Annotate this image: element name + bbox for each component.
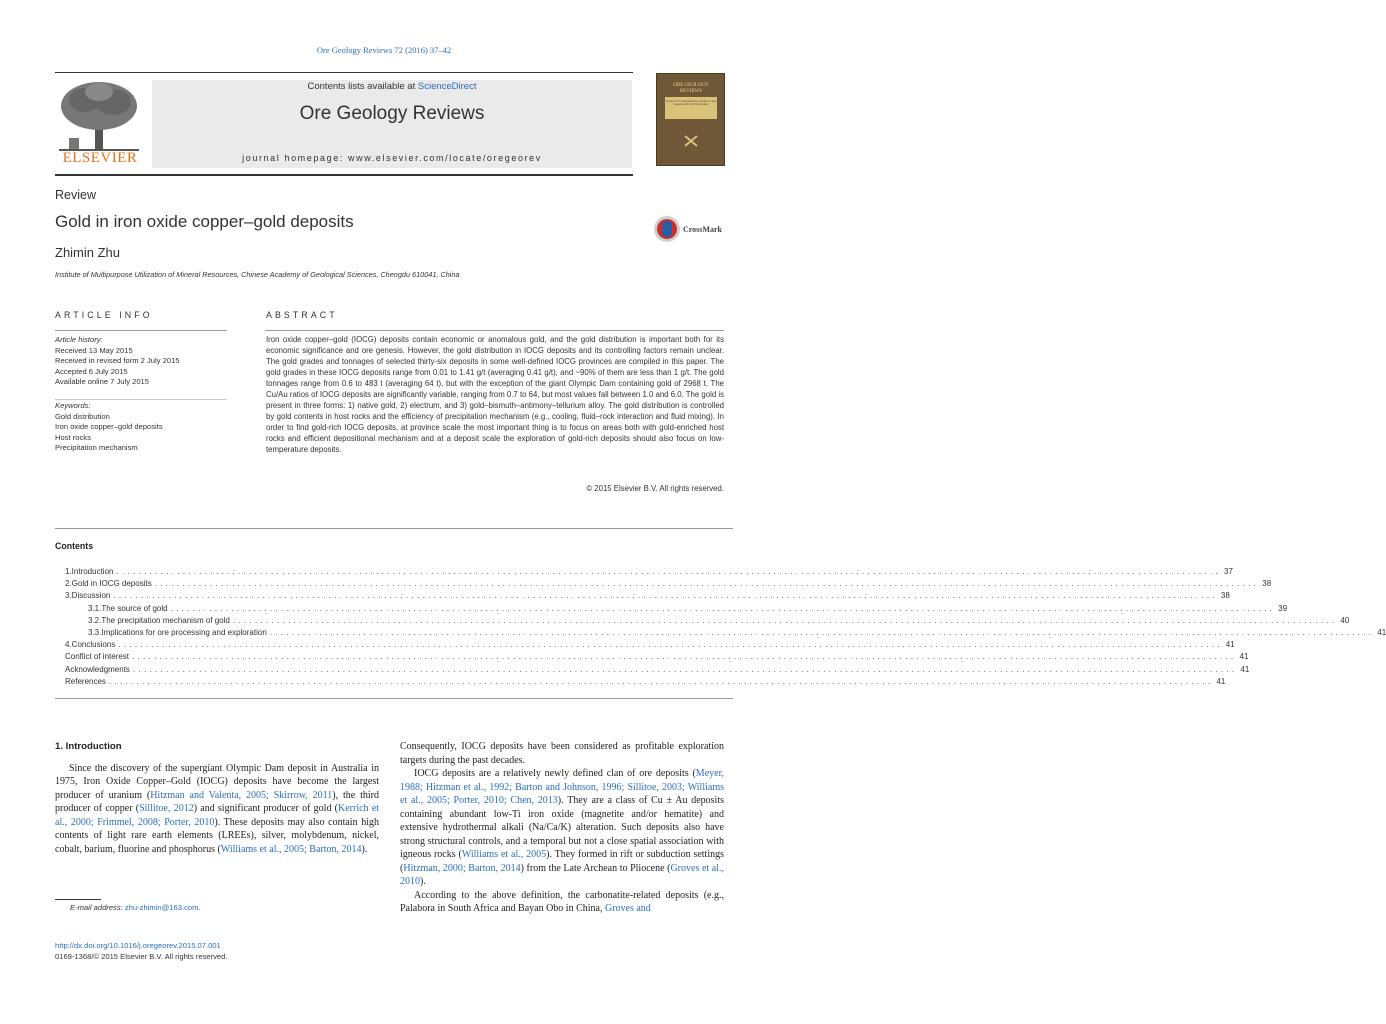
toc-label: Conclusions — [71, 640, 116, 650]
reference-link[interactable]: Meyer, 1988; Hitzman et al., 1992; Barton and Johnson, 1996; Sillitoe, 2003; Williams et al., 2005; Porter, 2010; Chen, 2013 — [400, 768, 724, 806]
elsevier-wordmark: ELSEVIER — [62, 150, 138, 166]
toc-leader: ........................................................................................................................................................................................................ — [154, 579, 1260, 589]
article-info-heading: ARTICLE INFO — [55, 310, 153, 320]
crossmark-label: CrossMark — [683, 225, 722, 234]
article-history — [55, 335, 235, 388]
contents-bottom-rule — [55, 698, 733, 699]
contents-top-rule — [55, 528, 733, 529]
reference-link[interactable]: Sillitoe, 2012 — [139, 803, 194, 814]
toc-label: Acknowledgments — [65, 664, 130, 674]
toc-leader: ........................................................................................................................................................................................................ — [232, 615, 1338, 625]
toc-number: 3. — [65, 591, 72, 601]
cover-subtitle: Journal for Comprehensive Studies of Ore Genesis and Ore Exploration — [665, 97, 717, 119]
toc-leader: ........................................................................................................................................................................................................ — [269, 628, 1375, 637]
toc-leader: ........................................................................................................................................................................................................ — [113, 591, 1218, 601]
doi-link[interactable]: http://dx.doi.org/10.1016/j.oregeorev.2015.07.001 — [55, 941, 221, 950]
cover-title: ORE GEOLOGY REVIEWS — [673, 83, 709, 94]
toc-leader: ........................................................................................................................................................................................................ — [132, 652, 1237, 662]
info-rule — [55, 330, 227, 331]
toc-page: 41 — [1225, 640, 1235, 650]
abstract-rule — [265, 330, 724, 331]
reference-link[interactable]: Hitzman, 2000; Barton, 2014 — [403, 862, 521, 874]
reference-link[interactable]: Williams et al., 2005 — [461, 849, 547, 860]
history-label: Article history: — [55, 335, 103, 344]
history-received: Received 13 May 2015 — [55, 345, 133, 355]
toc-label: The source of gold — [101, 603, 168, 613]
toc-page: 38 — [1220, 591, 1230, 601]
crossmark-button[interactable] — [653, 215, 728, 245]
keyword: Gold distribution — [55, 411, 110, 421]
history-online: Available online 7 July 2015 — [55, 377, 150, 386]
contents-heading: Contents — [55, 541, 94, 551]
author-affiliation: Institute of Multipurpose Utilization of Mineral Resources, Chinese Academy of Geological Sciences, Chengdu 610041, China — [55, 270, 460, 279]
footnote-rule — [55, 899, 101, 900]
toc-entry[interactable] — [55, 640, 1235, 652]
intro-paragraph-1: Since the discovery of the supergiant Olympic Dam deposit in Australia in 1975, Iron Oxide Copper–Gold (IOCG) deposits have become the largest producer of uranium (Hitzman and Valenta, 2005; Skirrow, 2011), the third producer of copper (Sillitoe, 2012) and significant producer of gold (Kerrich et al., 2000; Frimmel, 2008; Porter, 2010). These deposits may also contain high contents of light rare earth elements (LREEs), silver, molybdenum, nickel, cobalt, barium, fluorine and phosphorus (Williams et al., 2005; Barton, 2014). — [55, 762, 379, 855]
crossmark-icon — [653, 215, 681, 243]
toc-label: Implications for ore processing and exploration — [101, 628, 267, 637]
author-email-link[interactable]: zhu-zhimin@163.com. — [124, 903, 201, 912]
toc-label: Introduction — [71, 567, 114, 576]
toc-entry[interactable] — [55, 567, 1233, 579]
sciencedirect-link[interactable]: ScienceDirect — [417, 81, 477, 92]
journal-homepage[interactable]: journal homepage: www.elsevier.com/locate/oregeorev — [242, 153, 542, 163]
keyword: Iron oxide copper–gold deposits — [55, 422, 163, 431]
article-footer — [55, 940, 227, 962]
article-type: Review — [55, 188, 96, 202]
header-top-rule — [55, 72, 633, 73]
toc-label: Gold in IOCG deposits — [71, 579, 152, 589]
toc-label: Discussion — [71, 591, 111, 601]
toc-page: 38 — [1262, 579, 1272, 589]
reference-link[interactable]: Kerrich et al., 2000; Frimmel, 2008; Porter, 2010 — [55, 803, 379, 828]
toc-leader: ........................................................................................................................................................................................................ — [170, 603, 1276, 613]
abstract-copyright: © 2015 Elsevier B.V. All rights reserved. — [586, 484, 724, 493]
reference-link[interactable]: Williams et al., 2005; Barton, 2014 — [220, 843, 362, 855]
toc-label: References — [65, 676, 106, 686]
keywords-label: Keywords: — [55, 401, 91, 410]
toc-entry[interactable] — [55, 591, 1230, 603]
toc-label: The precipitation mechanism of gold — [101, 615, 230, 625]
abstract-text: Iron oxide copper–gold (IOCG) deposits contain economic or anomalous gold, and the gold distribution is important both for its economic significance and ore genesis. However, the gold distribution in IOCG deposits and its controlling factors remain unclear. The gold grades and tonnages of selected thirty-six deposits in some well-defined IOCG provinces are compiled in this paper. The gold grades in these IOCG deposits range from 0.01 to 1.41 g/t (averaging 0.41 g/t), and ~90% of them are less than 1 g/t. The gold tonnages range from 0.6 to 483 t (averaging 64 t), but with the exception of the giant Olympic Dam containing gold of 2968 t. The Cu/Au ratios of IOCG deposits are significantly variable, ranging from 0.7 to 64, but most values fall between 1.0 and 6.0. The gold is present in three forms: 1) native gold, 2) electrum, and 3) gold–bismuth–antimony–tellurium alloy. The gold distribution is controlled by gold contents in host rocks and the efficiency of precipitation mechanism (e.g., cooling, fluid–rock interaction and fluid mixing). In order to find gold-rich IOCG deposits, at province scale the most important thing is to focus on areas both with gold-enriched host rocks and efficient depositional mechanism and at a deposit scale the exploration of gold-rich deposits should also focus on low-temperature deposits. — [266, 335, 724, 454]
article-author[interactable]: Zhimin Zhu — [55, 245, 121, 260]
abstract-heading: ABSTRACT — [266, 310, 338, 320]
toc-entry[interactable] — [55, 652, 1249, 664]
toc-number: 3.1. — [88, 603, 102, 613]
history-accepted: Accepted 6 July 2015 — [55, 366, 128, 376]
section-heading-introduction: 1. Introduction — [55, 741, 122, 752]
toc-page: 41 — [1216, 676, 1226, 686]
toc-leader: ........................................................................................................................................................................................................ — [132, 664, 1238, 674]
toc-number: 4. — [65, 640, 72, 650]
toc-number: 1. — [65, 567, 72, 576]
hammer-pick-icon — [683, 134, 699, 148]
intro-paragraph-2: IOCG deposits are a relatively newly defined clan of ore deposits (Meyer, 1988; Hitzman et al., 1992; Barton and Johnson, 1996; Sillitoe, 2003; Williams et al., 2005; Porter, 2010; Chen, 2013). They are a class of Cu ± Au deposits containing abundant low-Ti iron oxide (magnetite and/or hematite) and extensive hydrothermal alkali (Na/Ca/K) alteration. Such deposits also have strong structural controls, and a temporal but not a close spatial association with igneous rocks (Williams et al., 2005). They formed in rift or subduction settings (Hitzman, 2000; Barton, 2014) from the Late Archean to Pliocene (Groves et al., 2010). — [400, 768, 724, 887]
journal-citation[interactable]: Ore Geology Reviews 72 (2016) 37–42 — [316, 45, 452, 55]
toc-page: 41 — [1239, 652, 1249, 662]
history-revised: Received in revised form 2 July 2015 — [55, 356, 180, 365]
toc-page: 37 — [1224, 567, 1233, 576]
keywords — [55, 401, 235, 454]
toc-leader: ........................................................................................................................................................................................................ — [118, 640, 1223, 650]
toc-number: 3.3. — [88, 628, 102, 637]
toc-page: 41 — [1377, 628, 1386, 637]
toc-label: Conflict of interest — [65, 652, 130, 662]
body-column-left — [55, 740, 379, 856]
toc-leader: ........................................................................................................................................................................................................ — [116, 567, 1222, 576]
toc-page: 41 — [1240, 664, 1250, 674]
toc-number: 2. — [65, 579, 72, 589]
contents-available: Contents lists available at ScienceDirect — [307, 81, 477, 92]
elsevier-logo — [55, 78, 145, 168]
article-title: Gold in iron oxide copper–gold deposits — [55, 212, 354, 231]
journal-cover-image — [656, 73, 725, 166]
header-bottom-rule — [55, 174, 633, 176]
issn-copyright: 0169-1368/© 2015 Elsevier B.V. All rights reserved. — [55, 952, 228, 961]
toc-entry[interactable] — [55, 603, 1288, 616]
reference-link[interactable]: Hitzman and Valenta, 2005; Skirrow, 2011 — [150, 789, 333, 801]
reference-link[interactable]: Groves and — [604, 903, 651, 914]
info-separator — [55, 399, 227, 400]
toc-page: 40 — [1340, 615, 1350, 625]
toc-page: 39 — [1278, 603, 1288, 613]
toc-leader: ........................................................................................................................................................................................................ — [108, 676, 1214, 686]
toc-entry[interactable] — [55, 676, 1226, 689]
toc-number: 3.2. — [88, 615, 102, 625]
toc-entry[interactable] — [55, 664, 1250, 677]
intro-paragraph-3: According to the above definition, the carbonatite-related deposits (e.g., Palabora in South Africa and Bayan Obo in China, Groves and — [400, 889, 724, 914]
keyword: Host rocks — [55, 432, 91, 442]
toc-entry[interactable] — [55, 615, 1350, 628]
keyword: Precipitation mechanism — [55, 443, 138, 452]
author-email-footnote: E-mail address: zhu-zhimin@163.com. — [70, 903, 201, 912]
journal-title: Ore Geology Reviews — [299, 103, 485, 124]
toc-entry[interactable] — [55, 579, 1272, 591]
intro-paragraph-1-cont: Consequently, IOCG deposits have been considered as profitable exploration targets during the past decades. — [400, 741, 724, 766]
body-column-right — [400, 740, 724, 916]
toc-entry[interactable] — [55, 628, 1386, 640]
reference-link[interactable]: Groves et al., 2010 — [400, 862, 724, 887]
